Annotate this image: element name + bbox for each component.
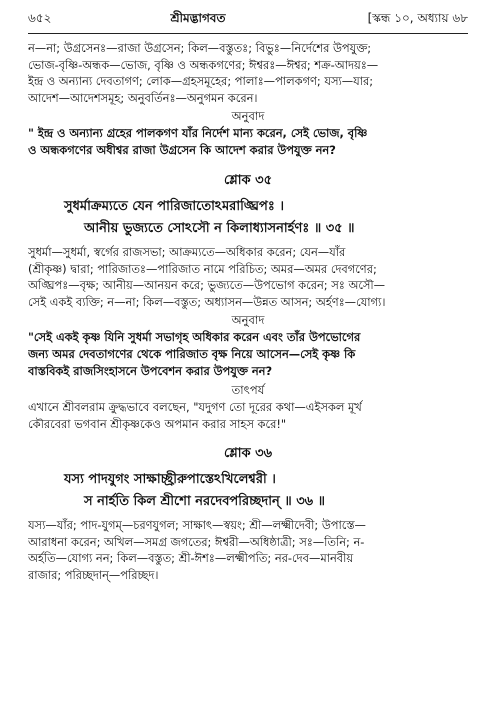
translation-line: ও অন্ধকগণের অধীশ্বর রাজা উগ্রসেন কি আদেশ করার উপযুক্ত নন? <box>28 143 336 157</box>
verse-35-text <box>28 196 468 240</box>
synonym-line: আদেশ—আদেশসমূহ; অনুবর্তিনঃ—অনুগমন করেন। <box>28 90 258 105</box>
synonym-line: ইন্দ্র ও অন্যান্য দেবতাগণ; লোক—গ্রহসমূহের; পালাঃ—পালকগণ; যস্য—যার; <box>28 74 374 88</box>
synonyms-block-35 <box>28 244 468 310</box>
synonym-line: রাজার; পরিচ্ছদান্—পরিচ্ছদ। <box>28 567 159 582</box>
verse-36-title: শ্লোক ৩৬ <box>223 446 273 461</box>
translation-block-1 <box>28 125 468 159</box>
synonym-line: সেই একই ব্যক্তি; ন—না; কিল—বস্তুত; অধ্যাসন—উন্নত আসন; অর্হণঃ—যোগ্য। <box>28 294 386 309</box>
translation-block-35 <box>28 329 468 380</box>
synonyms-block-1 <box>28 40 468 106</box>
translation-label: অনুবাদ <box>231 313 265 327</box>
purport-line: এখানে শ্রীবলরাম ক্রুদ্ধভাবে বলছেন, "যদুগণ তো দূরের কথা—এইসকল মূর্খ <box>28 400 362 414</box>
translation-line: " ইন্দ্র ও অন্যান্য গ্রহের পালকগণ যাঁর নির্দেশ মান্য করেন, সেই ভোজ, বৃষ্ণি <box>28 126 368 140</box>
page-number: ৬৫২ <box>28 11 52 25</box>
purport-block-35 <box>28 399 468 432</box>
verse-line: আনীয় ভুজ্যতে সোঽসৌ ন কিলাধ্যাসনার্হণঃ ॥ ৩৫ ॥ <box>84 221 355 236</box>
purport-line: কৌরবেরা ভগবান শ্রীকৃষ্ণকেও অপমান করার সাহস করে!" <box>28 416 287 431</box>
purport-label: তাৎপর্য <box>231 383 265 397</box>
chapter-reference: [স্কন্ধ ১০, অধ্যায় ৬৮ <box>367 11 468 25</box>
translation-line: বাস্তবিকই রাজসিংহাসনে উপবেশন করার উপযুক্ত নন? <box>28 364 273 378</box>
synonym-line: ভোজ-বৃষ্ণি-অন্ধক—ভোজ, বৃষ্ণি ও অন্ধকগণের; ঈশ্বরঃ—ঈশ্বর; শক্র-আদয়ঃ— <box>28 57 379 72</box>
verse-line: যস্য পাদযুগং সাক্ষাচ্ছ্রীরুপাস্তেঽখিলেশ্বরী । <box>64 472 276 487</box>
synonym-line: ন—না; উগ্রসেনঃ—রাজা উগ্রসেন; কিল—বস্তুতঃ; বিভুঃ—নির্দেশের উপযুক্ত; <box>28 41 372 55</box>
verse-line: স নার্হতি কিল শ্রীশো নরদেবপরিচ্ছদান্‌ ॥ ৩৬ ॥ <box>84 494 325 509</box>
verse-35-title: শ্লোক ৩৫ <box>223 173 273 188</box>
page-header <box>28 10 468 34</box>
synonym-line: আরাধনা করেন; অখিল—সমগ্র জগতের; ঈশ্বরী—অধিষ্ঠাত্রী; সঃ—তিনি; ন- <box>28 534 365 549</box>
synonyms-block-36 <box>28 517 468 583</box>
synonym-line: সুধর্মা—সুধর্মা, স্বর্গের রাজসভা; আক্রম্যতে—অধিকার করেন; যেন—যাঁর <box>28 245 346 259</box>
translation-line: "সেই একই কৃষ্ণ যিনি সুধর্মা সভাগৃহ অধিকার করেন এবং তাঁর উপভোগের <box>28 330 361 344</box>
book-page <box>28 10 468 583</box>
synonym-line: অঙ্ঘ্রিপঃ—বৃক্ষ; আনীয়—আনয়ন করে; ভুজ্যতে—উপভোগ করেন; সঃ অসৌ— <box>28 278 386 292</box>
translation-label: অনুবাদ <box>231 109 265 123</box>
synonym-line: যস্য—যাঁর; পাদ-যুগম্—চরণযুগল; সাক্ষাৎ—স্বয়ং; শ্রী—লক্ষ্মীদেবী; উপাস্তে— <box>28 518 366 532</box>
verse-36-text <box>28 469 468 513</box>
translation-line: জন্য অমর দেবতাগণের থেকে পারিজাত বৃক্ষ নিয়ে আসেন—সেই কৃষ্ণ কি <box>28 347 356 361</box>
synonym-line: (শ্রীকৃষ্ণ) দ্বারা; পারিজাতঃ—পারিজাত নামে পরিচিত; অমর—অমর দেবগণের; <box>28 261 377 276</box>
verse-line: সুধর্মাক্রম্যতে যেন পারিজাতোঽমরাঙ্ঘ্রিপঃ । <box>64 199 284 214</box>
synonym-line: অর্হতি—যোগ্য নন; কিল—বস্তুত; শ্রী-ঈশঃ—লক্ষ্মীপতি; নর-দেব—মানবীয় <box>28 551 354 565</box>
book-title: শ্রীমদ্ভাগবত <box>170 11 226 25</box>
